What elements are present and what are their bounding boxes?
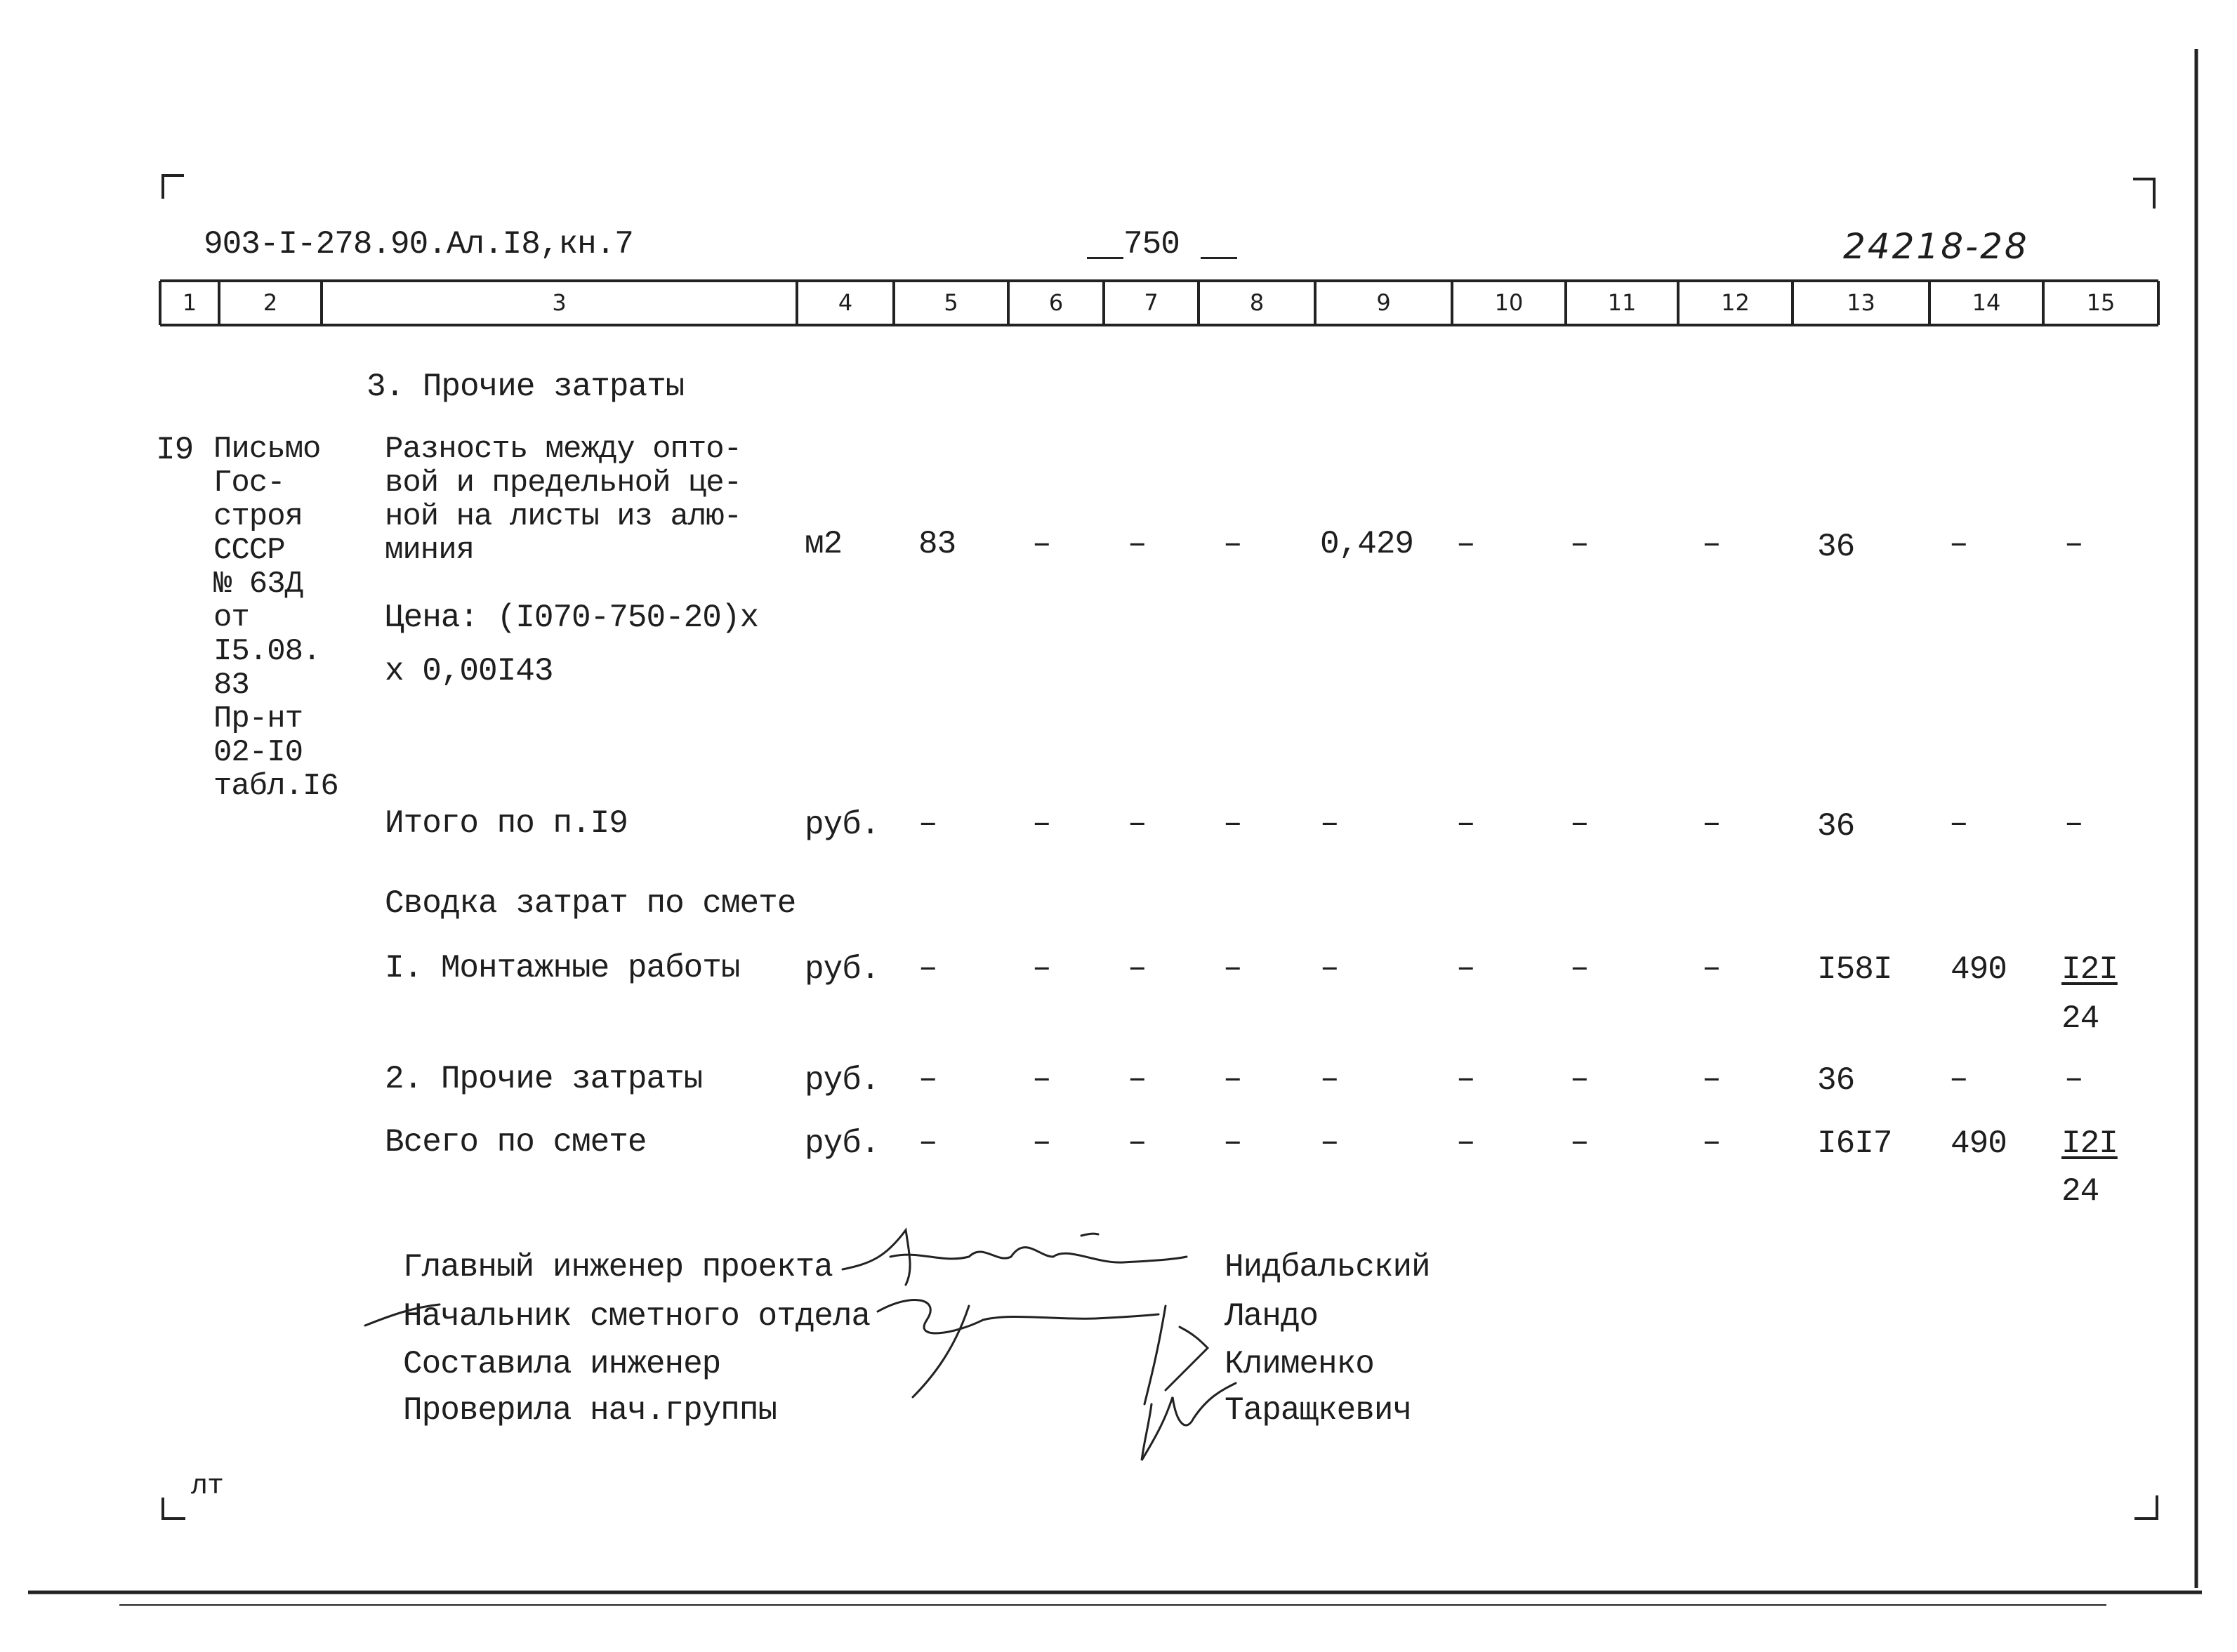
column-number: 9	[1376, 289, 1391, 316]
item-col6: –	[1032, 526, 1051, 562]
column-number: 4	[838, 289, 853, 316]
column-number: 13	[1847, 289, 1875, 316]
column-number: 1	[182, 289, 197, 316]
archive-number: 24218-28	[1843, 226, 2029, 267]
column-number: 11	[1607, 289, 1637, 316]
subtotal-col5: –	[918, 805, 937, 842]
summary-unit: руб.	[805, 1062, 880, 1099]
summary-dash: –	[1456, 1061, 1475, 1097]
item-col5: 83	[918, 526, 956, 562]
signature-role: Главный инженер проекта	[403, 1249, 833, 1286]
item-number: I9	[156, 432, 194, 468]
column-number: 12	[1721, 289, 1750, 316]
summary-dash: –	[1128, 1124, 1147, 1161]
summary-unit: руб.	[805, 1125, 880, 1162]
summary-dash: –	[1320, 1124, 1339, 1161]
item-col11: –	[1570, 526, 1589, 562]
column-number: 8	[1249, 289, 1265, 316]
subtotal-col11: –	[1570, 805, 1589, 842]
footer-mark: лт	[191, 1471, 224, 1502]
signature-role: Начальник сметного отдела	[403, 1298, 871, 1335]
item-source: Письмо Гос- строя СССР № 63Д от I5.08. 83 Пр-нт 02-I0 табл.I6	[213, 432, 338, 804]
summary-dash: –	[918, 1124, 937, 1161]
signature-role: Составила инженер	[403, 1346, 721, 1382]
column-number: 2	[263, 289, 278, 316]
column-number: 7	[1144, 289, 1159, 316]
summary-dash: –	[1702, 950, 1721, 986]
summary-dash: –	[1223, 1061, 1242, 1097]
signature-name: Ландо	[1225, 1298, 1319, 1335]
summary-col15-top: I2I	[2061, 951, 2118, 988]
signature-name: Клименко	[1225, 1346, 1374, 1382]
summary-dash: –	[1032, 1124, 1051, 1161]
item-col14: –	[1949, 526, 1968, 562]
subtotal-col9: –	[1320, 805, 1339, 842]
subtotal-col7: –	[1128, 805, 1147, 842]
item-col8: –	[1223, 526, 1242, 562]
summary-dash: –	[1456, 1124, 1475, 1161]
column-number: 5	[944, 289, 958, 316]
document-code: 903-I-278.90.Ал.I8,кн.7	[204, 226, 633, 263]
subtotal-col12: –	[1702, 805, 1721, 842]
summary-col13: I6I7	[1817, 1125, 1892, 1162]
summary-dash: –	[1128, 950, 1147, 986]
subtotal-col15: –	[2064, 805, 2083, 842]
summary-col13: I58I	[1817, 951, 1892, 988]
summary-dash: –	[1320, 950, 1339, 986]
column-number: 3	[552, 289, 567, 316]
item-description: Разность между опто- вой и предельной це- ной на листы из алю- миния	[385, 432, 742, 568]
summary-col14: 490	[1951, 1125, 2007, 1162]
summary-unit: руб.	[805, 951, 880, 988]
summary-label: 2. Прочие затраты	[385, 1061, 703, 1097]
summary-dash: –	[1128, 1061, 1147, 1097]
summary-dash: –	[1032, 1061, 1051, 1097]
column-number: 14	[1972, 289, 2001, 316]
column-number: 15	[2086, 289, 2116, 316]
item-col13: 36	[1817, 529, 1855, 565]
subtotal-label: Итого по п.I9	[385, 805, 628, 842]
section-title: 3. Прочие затраты	[367, 369, 685, 405]
summary-col15-bottom: 24	[2061, 1173, 2099, 1210]
summary-dash: –	[1223, 1124, 1242, 1161]
summary-dash: –	[1702, 1124, 1721, 1161]
summary-col15-top: I2I	[2061, 1125, 2118, 1162]
summary-dash: –	[1456, 950, 1475, 986]
signature-name: Нидбальский	[1225, 1249, 1430, 1286]
summary-dash: –	[1223, 950, 1242, 986]
summary-dash: –	[1320, 1061, 1339, 1097]
item-col12: –	[1702, 526, 1721, 562]
summary-dash: –	[1570, 1061, 1589, 1097]
summary-col14: 490	[1951, 951, 2007, 988]
summary-title: Сводка затрат по смете	[385, 885, 796, 922]
summary-col15-bottom: 24	[2061, 1000, 2099, 1037]
item-col15: –	[2064, 526, 2083, 562]
summary-dash: –	[918, 950, 937, 986]
subtotal-col14: –	[1949, 805, 1968, 842]
summary-col15-top: –	[2064, 1061, 2083, 1097]
column-number: 6	[1048, 289, 1064, 316]
subtotal-col6: –	[1032, 805, 1051, 842]
summary-col13: 36	[1817, 1062, 1855, 1099]
summary-dash: –	[918, 1061, 937, 1097]
summary-label: I. Монтажные работы	[385, 950, 740, 986]
subtotal-col10: –	[1456, 805, 1475, 842]
summary-dash: –	[1570, 1124, 1589, 1161]
summary-label: Всего по смете	[385, 1124, 647, 1161]
subtotal-col13: 36	[1817, 808, 1855, 845]
item-unit: м2	[805, 526, 843, 562]
summary-dash: –	[1570, 950, 1589, 986]
signature-role: Проверила нач.группы	[403, 1392, 777, 1429]
column-number: 10	[1494, 289, 1524, 316]
summary-dash: –	[1032, 950, 1051, 986]
signature-name: Таращкевич	[1225, 1392, 1412, 1429]
page-number: 750	[1123, 226, 1180, 263]
summary-dash: –	[1702, 1061, 1721, 1097]
item-col10: –	[1456, 526, 1475, 562]
item-col7: –	[1128, 526, 1147, 562]
summary-col14: –	[1949, 1061, 1968, 1097]
subtotal-col8: –	[1223, 805, 1242, 842]
item-price-formula: Цена: (I070-750-20)х х 0,00I43	[385, 600, 759, 689]
subtotal-unit: руб.	[805, 807, 880, 843]
item-col9: 0,429	[1320, 526, 1414, 562]
